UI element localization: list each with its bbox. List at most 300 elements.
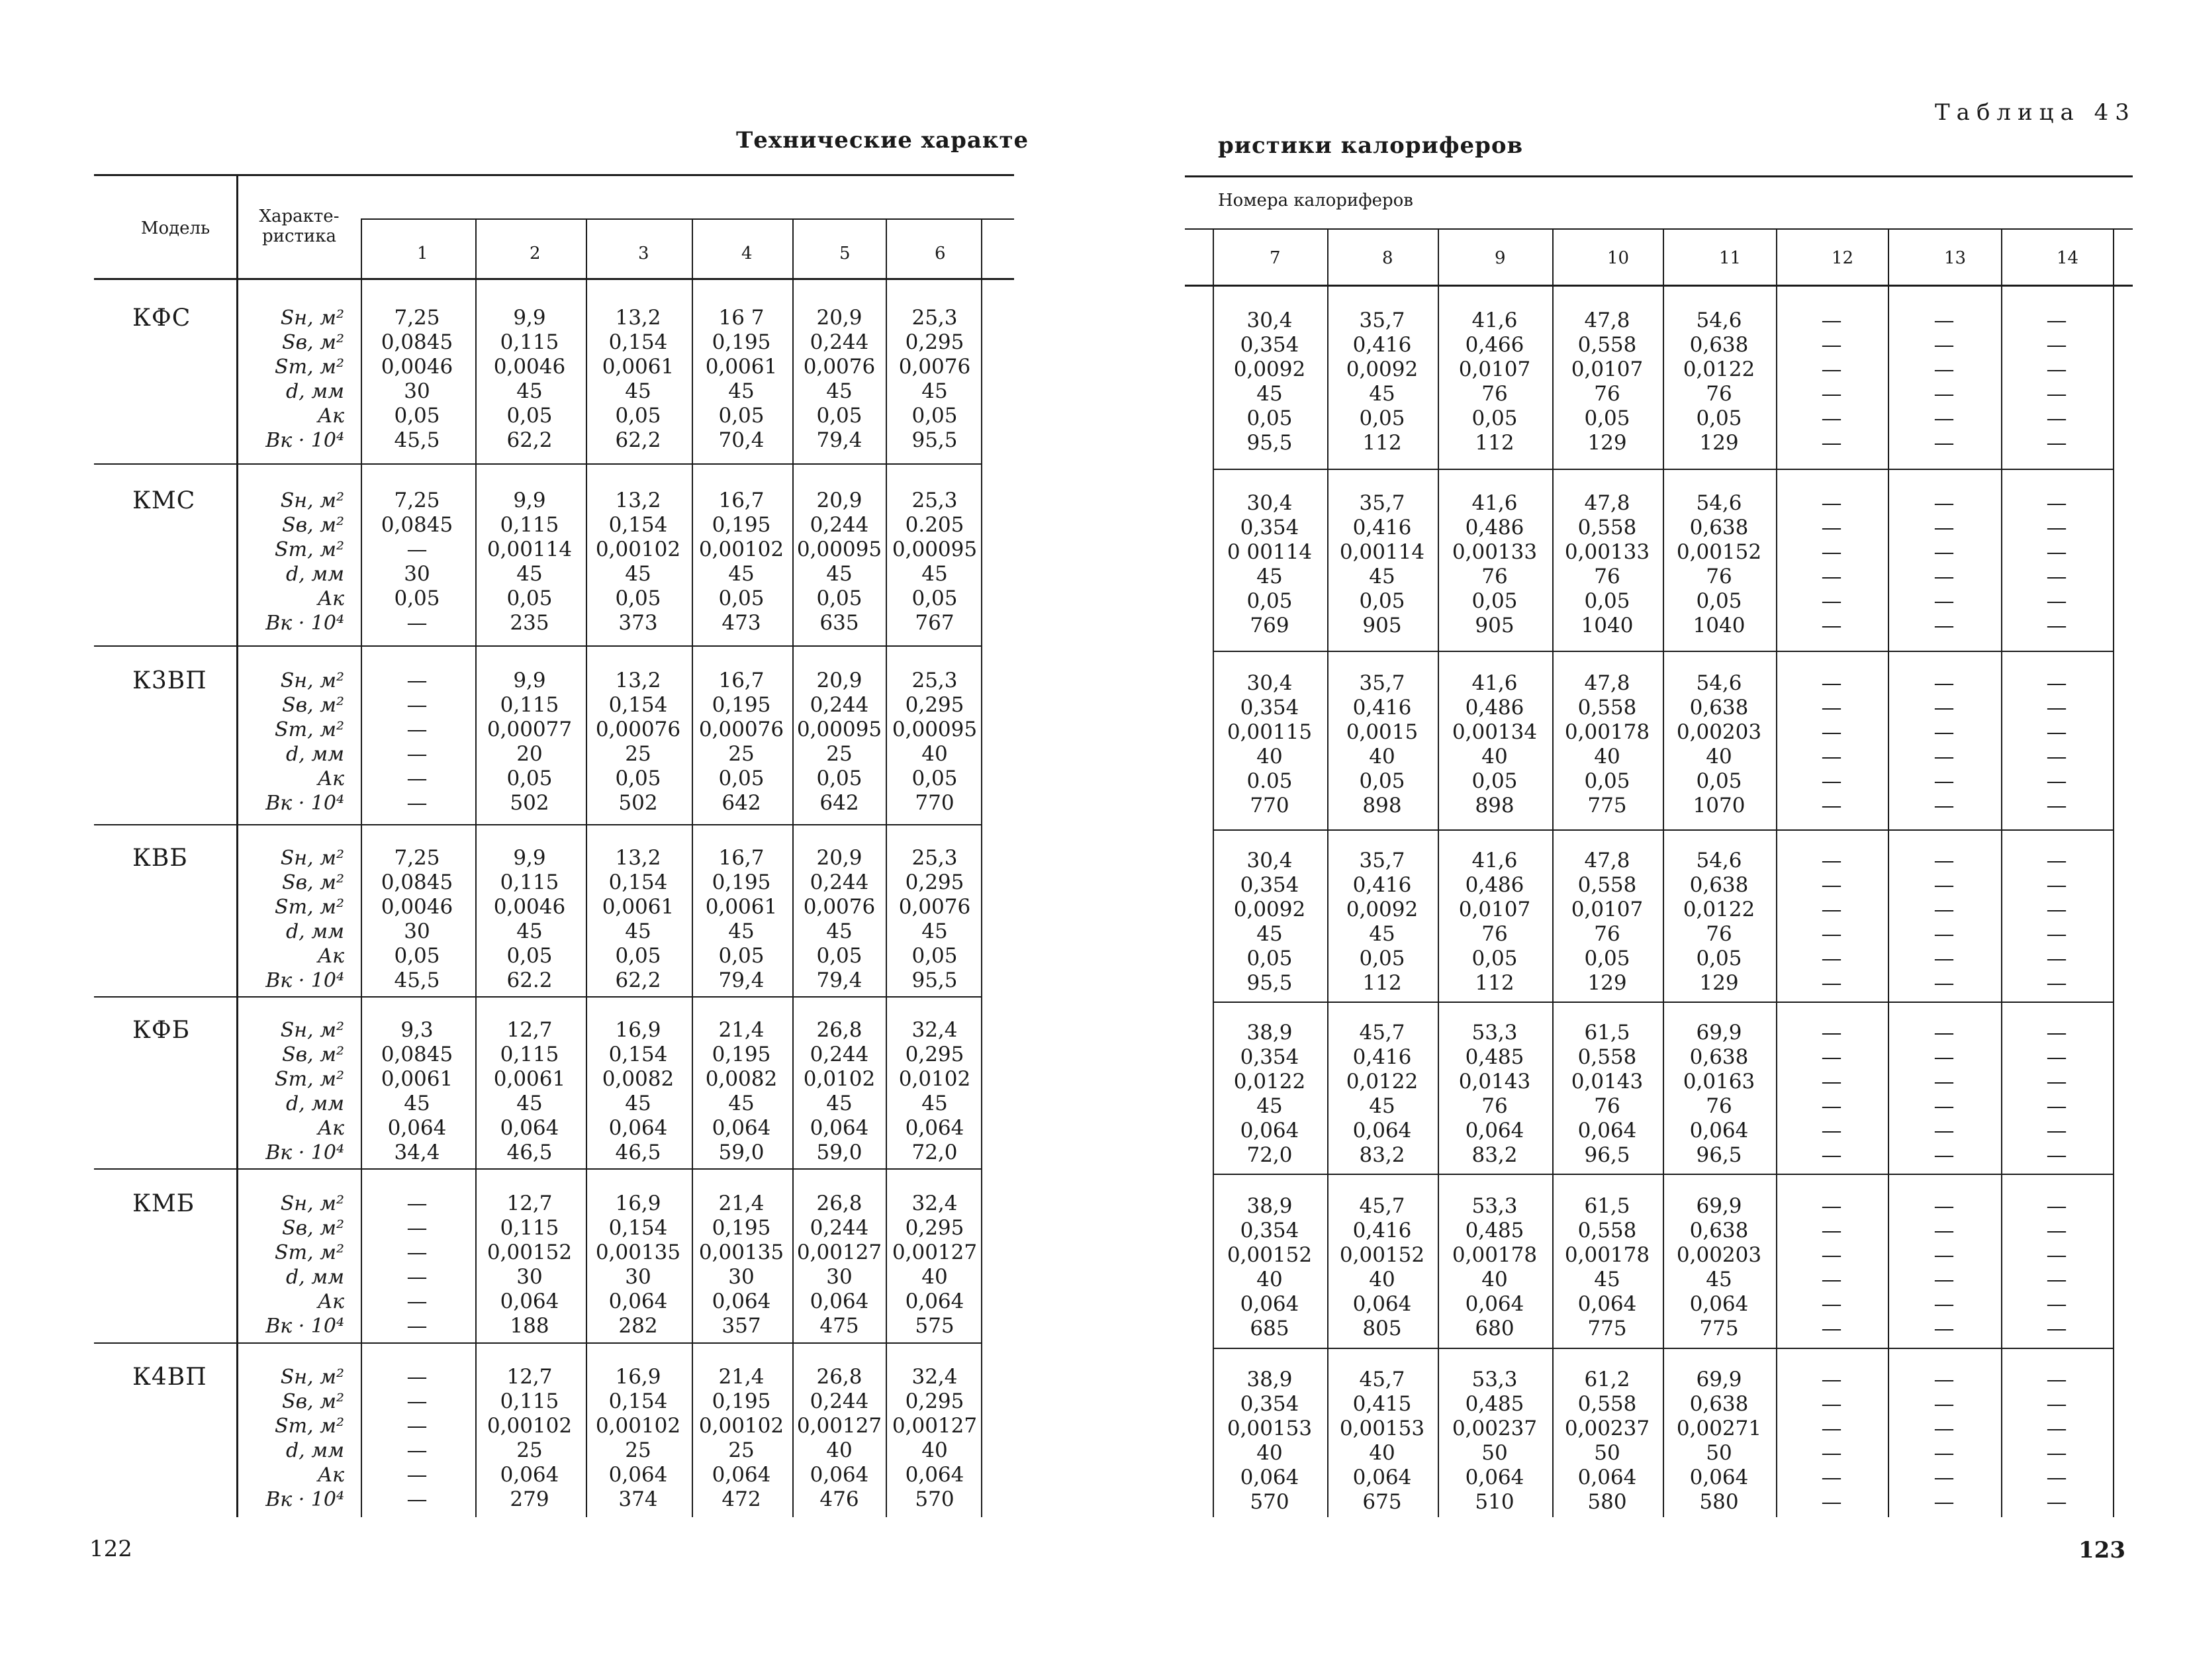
table-cell: 45: [728, 379, 755, 403]
table-cell: —: [2046, 1045, 2067, 1069]
table-cell: 580: [1699, 1490, 1739, 1514]
value-column: [1821, 308, 1852, 455]
table-cell: —: [2046, 671, 2067, 695]
value-column: [602, 1018, 710, 1165]
table-cell: 0,354: [1240, 1045, 1299, 1069]
table-cell: —: [2046, 1143, 2067, 1167]
table-cell: 0,154: [608, 1216, 668, 1240]
table-cell: 0,00152: [1339, 1243, 1425, 1267]
table-cell: —: [2046, 922, 2067, 946]
table-cell: 0,05: [1359, 769, 1405, 793]
value-column: [1571, 308, 1679, 455]
characteristic-label: d, мм: [285, 743, 344, 766]
table-cell: —: [1933, 1143, 1955, 1167]
table-cell: —: [1821, 1045, 1842, 1069]
table-cell: —: [406, 1289, 428, 1313]
table-cell: 0,00114: [1339, 540, 1425, 564]
table-cell: —: [1821, 720, 1842, 744]
table-cell: 21,4: [718, 1191, 765, 1215]
table-cell: 76: [1481, 382, 1508, 406]
table-cell: 0,064: [1352, 1292, 1412, 1316]
left-page-heading: Технические характе: [736, 127, 1029, 154]
table-cell: 0,295: [905, 1043, 964, 1066]
table-cell: 0,485: [1465, 1045, 1524, 1069]
table-cell: 45: [516, 919, 543, 943]
value-column: [892, 489, 1019, 635]
table-cell: 0,0845: [381, 870, 453, 894]
table-cell: 70,4: [718, 428, 765, 452]
table-cell: 61,2: [1584, 1368, 1630, 1391]
table-cell: 0,0061: [602, 355, 675, 379]
table-cell: 0,05: [1471, 589, 1518, 613]
value-column: [1346, 849, 1454, 996]
table-cell: 0,064: [500, 1463, 559, 1487]
table-cell: —: [1821, 1441, 1842, 1465]
table-cell: 0,05: [911, 767, 958, 790]
table-cell: 61,5: [1584, 1194, 1630, 1218]
table-cell: 96,5: [1696, 1143, 1742, 1167]
table-cell: 47,8: [1584, 491, 1630, 515]
table-cell: 95,5: [1246, 431, 1293, 455]
table-cell: 76: [1706, 1094, 1732, 1118]
block-separator: [94, 1342, 981, 1344]
table-cell: —: [406, 1216, 428, 1240]
table-cell: 45: [516, 562, 543, 586]
table-cell: —: [1821, 873, 1842, 897]
table-cell: —: [1821, 516, 1842, 539]
table-cell: 47,8: [1584, 308, 1630, 332]
table-cell: 76: [1481, 565, 1508, 588]
table-cell: 0,05: [506, 944, 553, 968]
characteristic-label: d, мм: [285, 1266, 344, 1289]
table-cell: 79,4: [816, 968, 862, 992]
table-cell: 0,064: [1240, 1292, 1299, 1316]
table-cell: 62.2: [506, 968, 553, 992]
value-column: [898, 1018, 1006, 1165]
value-column: [1933, 491, 1965, 638]
table-cell: 0,486: [1465, 516, 1524, 539]
value-column: [1571, 849, 1679, 996]
block-separator: [94, 996, 981, 998]
table-cell: 0.05: [1246, 769, 1293, 793]
table-cell: 40: [921, 1438, 948, 1462]
table-cell: 30: [728, 1265, 755, 1289]
characteristic-label: Sн, м²: [280, 669, 344, 692]
characteristic-label: Sт, м²: [275, 1415, 344, 1438]
value-column: [705, 846, 813, 993]
table-cell: 69,9: [1696, 1021, 1742, 1045]
table-cell: 0,00135: [698, 1240, 784, 1264]
value-column: [1821, 1021, 1852, 1168]
table-cell: 0,0046: [381, 895, 453, 919]
value-column: [1571, 1021, 1679, 1168]
characteristic-label: Bк · 10⁴: [265, 1315, 344, 1338]
table-cell: 25,3: [911, 489, 958, 512]
table-cell: 9,3: [400, 1018, 434, 1042]
table-cell: 0,115: [500, 1043, 559, 1066]
table-cell: 0,485: [1465, 1219, 1524, 1242]
table-cell: —: [406, 1314, 428, 1338]
table-cell: 0,05: [1246, 406, 1293, 430]
value-column: [1676, 1368, 1804, 1515]
table-cell: 0,064: [1240, 1119, 1299, 1143]
table-top-rule: [94, 174, 1014, 176]
table-cell: 38,9: [1246, 1368, 1293, 1391]
table-cell: 0,00153: [1339, 1417, 1425, 1440]
table-cell: 20,9: [816, 489, 862, 512]
table-cell: 30,4: [1246, 308, 1293, 332]
value-column: [1821, 671, 1852, 818]
table-cell: 0,638: [1689, 696, 1749, 720]
characteristic-label: Sт, м²: [275, 538, 344, 561]
table-cell: 0,485: [1465, 1392, 1524, 1416]
table-cell: 30,4: [1246, 671, 1293, 695]
table-cell: 13,2: [615, 669, 661, 692]
value-column: [1933, 1194, 1965, 1341]
table-cell: 45: [826, 379, 853, 403]
table-cell: 13,2: [615, 846, 661, 870]
table-cell: 45: [625, 379, 651, 403]
value-column: [2046, 1368, 2077, 1515]
table-cell: —: [2046, 1094, 2067, 1118]
table-cell: 0,05: [1696, 769, 1742, 793]
table-cell: 475: [819, 1314, 859, 1338]
table-cell: 35,7: [1359, 849, 1405, 872]
table-cell: —: [1821, 1466, 1842, 1489]
table-cell: 0,354: [1240, 333, 1299, 357]
table-cell: 0,00102: [595, 537, 681, 561]
value-column: [493, 846, 601, 993]
table-cell: 0,00102: [595, 1414, 681, 1438]
characteristic-label: Bк · 10⁴: [265, 1141, 344, 1164]
table-cell: 0,00152: [1227, 1243, 1313, 1267]
table-cell: —: [1933, 1119, 1955, 1143]
table-cell: 0,195: [712, 1043, 771, 1066]
table-cell: 0,486: [1465, 873, 1524, 897]
table-cell: 12,7: [506, 1191, 553, 1215]
table-cell: 0,638: [1689, 1219, 1749, 1242]
table-cell: —: [1933, 720, 1955, 744]
table-cell: 0,05: [816, 944, 862, 968]
table-cell: 0,00076: [595, 718, 681, 741]
table-cell: 45: [921, 562, 948, 586]
table-cell: —: [1933, 1441, 1955, 1465]
table-cell: 0,558: [1577, 1219, 1637, 1242]
characteristic-label: Bк · 10⁴: [265, 612, 344, 635]
value-column: [1933, 849, 1965, 996]
table-cell: —: [2046, 516, 2067, 539]
table-cell: —: [1933, 1243, 1955, 1267]
characteristic-label: Sн, м²: [280, 306, 344, 330]
table-cell: 25: [826, 742, 853, 766]
table-cell: 0,416: [1352, 516, 1412, 539]
table-cell: —: [1933, 491, 1955, 515]
table-cell: —: [1933, 431, 1955, 455]
table-cell: 0,0046: [493, 895, 566, 919]
table-cell: 45: [1369, 1094, 1395, 1118]
table-cell: 0,195: [712, 1216, 771, 1240]
table-cell: 96,5: [1584, 1143, 1630, 1167]
table-cell: —: [1821, 1021, 1842, 1045]
table-cell: —: [1933, 516, 1955, 539]
table-cell: 0,195: [712, 330, 771, 354]
table-cell: 0,154: [608, 1389, 668, 1413]
table-cell: 45: [826, 562, 853, 586]
model-name: КФС: [132, 304, 191, 332]
table-cell: 0,05: [1584, 589, 1630, 613]
characteristic-label: Sв, м²: [282, 694, 344, 717]
characteristic-label: Bк · 10⁴: [265, 969, 344, 992]
characteristic-list: [245, 1018, 344, 1165]
table-cell: —: [1821, 1194, 1842, 1218]
table-cell: 45: [826, 919, 853, 943]
table-cell: 0,05: [506, 586, 553, 610]
table-cell: 0,05: [506, 767, 553, 790]
table-cell: 95,5: [1246, 971, 1293, 995]
table-cell: 0,00203: [1676, 720, 1762, 744]
table-cell: 45: [1256, 1094, 1283, 1118]
table-cell: —: [1821, 1392, 1842, 1416]
table-cell: —: [2046, 720, 2067, 744]
table-cell: —: [1821, 540, 1842, 564]
table-cell: 62,2: [615, 968, 661, 992]
characteristic-label: Aк: [318, 945, 344, 968]
table-cell: 26,8: [816, 1018, 862, 1042]
table-cell: —: [1821, 1417, 1842, 1440]
table-cell: 69,9: [1696, 1368, 1742, 1391]
value-column: [602, 306, 710, 453]
right-page-heading: ристики калориферов: [1218, 132, 1524, 159]
table-cell: 0,0107: [1571, 357, 1644, 381]
table-cell: 0,00178: [1564, 720, 1650, 744]
table-cell: —: [406, 669, 428, 692]
characteristic-list: [245, 1365, 344, 1512]
characteristic-label: Sн, м²: [280, 1192, 344, 1215]
table-cell: —: [2046, 1466, 2067, 1489]
characteristic-label: d, мм: [285, 380, 344, 403]
table-cell: 0,00127: [892, 1240, 978, 1264]
table-cell: —: [2046, 696, 2067, 720]
table-cell: 0,05: [1246, 947, 1293, 970]
table-cell: —: [2046, 745, 2067, 769]
table-cell: 54,6: [1696, 491, 1742, 515]
characteristic-label: d, мм: [285, 1439, 344, 1462]
table-cell: 0,05: [911, 404, 958, 428]
table-cell: 0,064: [712, 1116, 771, 1140]
table-cell: 0,0061: [705, 895, 778, 919]
table-cell: 112: [1475, 431, 1514, 455]
block-separator: [94, 645, 981, 647]
table-cell: 0,05: [1696, 589, 1742, 613]
table-cell: 0,354: [1240, 1392, 1299, 1416]
table-cell: 45: [728, 562, 755, 586]
table-cell: 9,9: [513, 669, 546, 692]
table-cell: —: [2046, 357, 2067, 381]
table-cell: 510: [1475, 1490, 1514, 1514]
table-cell: 0,416: [1352, 696, 1412, 720]
table-cell: 129: [1699, 431, 1739, 455]
table-cell: 0,064: [1465, 1466, 1524, 1489]
block-separator: [1213, 1002, 2113, 1003]
table-cell: 9,9: [513, 489, 546, 512]
table-cell: 61,5: [1584, 1021, 1630, 1045]
value-column: [493, 1018, 601, 1165]
table-cell: 0,0076: [803, 895, 876, 919]
table-cell: 83,2: [1471, 1143, 1518, 1167]
characteristic-label: Sн, м²: [280, 847, 344, 870]
table-cell: 1040: [1693, 614, 1746, 637]
table-cell: 16,7: [718, 846, 765, 870]
table-cell: 0,00135: [595, 1240, 681, 1264]
table-cell: 0,00178: [1452, 1243, 1538, 1267]
characteristic-label: Aк: [318, 587, 344, 610]
table-cell: 0,064: [712, 1289, 771, 1313]
table-cell: 45: [404, 1092, 430, 1115]
table-cell: 0,00114: [487, 537, 573, 561]
value-column: [1683, 308, 1791, 455]
value-column: [1821, 849, 1852, 996]
table-cell: 40: [1706, 745, 1732, 769]
table-cell: 41,6: [1471, 491, 1518, 515]
table-cell: 0,05: [1359, 589, 1405, 613]
value-column: [705, 306, 813, 453]
table-cell: 1040: [1581, 614, 1634, 637]
table-cell: —: [1821, 431, 1842, 455]
column-divider: [1888, 228, 1889, 1517]
table-cell: 0,05: [816, 404, 862, 428]
table-cell: 0,00115: [1227, 720, 1313, 744]
table-cell: 0,416: [1352, 873, 1412, 897]
table-cell: —: [2046, 1070, 2067, 1094]
table-cell: —: [1933, 382, 1955, 406]
table-cell: 0,154: [608, 330, 668, 354]
table-cell: 0,00178: [1564, 1243, 1650, 1267]
table-cell: —: [1933, 873, 1955, 897]
table-cell: 79,4: [816, 428, 862, 452]
table-cell: 45: [625, 562, 651, 586]
table-cell: 40: [1369, 1268, 1395, 1291]
block-separator: [1213, 1348, 2113, 1349]
table-cell: —: [2046, 1417, 2067, 1440]
value-column: [1933, 671, 1965, 818]
characteristic-label: Sв, м²: [282, 331, 344, 354]
table-cell: 30,4: [1246, 849, 1293, 872]
table-cell: 45: [516, 1092, 543, 1115]
table-cell: 680: [1475, 1317, 1514, 1340]
table-cell: —: [1933, 769, 1955, 793]
table-cell: —: [406, 537, 428, 561]
table-cell: 0,466: [1465, 333, 1524, 357]
table-cell: 0,00127: [796, 1414, 882, 1438]
table-cell: 0,638: [1689, 516, 1749, 539]
table-cell: 0,0076: [898, 895, 971, 919]
table-cell: 0,05: [1584, 947, 1630, 970]
table-cell: —: [406, 611, 428, 635]
table-cell: 0,05: [1359, 947, 1405, 970]
value-column: [2046, 308, 2077, 455]
table-cell: —: [1821, 849, 1842, 872]
table-cell: 45: [1256, 565, 1283, 588]
table-cell: 472: [722, 1487, 761, 1511]
table-cell: —: [1933, 1219, 1955, 1242]
model-name: К4ВП: [132, 1364, 207, 1391]
table-cell: 40: [1256, 745, 1283, 769]
table-cell: 7,25: [394, 306, 440, 330]
table-cell: 0,064: [1689, 1119, 1749, 1143]
value-column: [2046, 671, 2077, 818]
table-cell: 0,0102: [803, 1067, 876, 1091]
table-cell: —: [1933, 745, 1955, 769]
table-cell: 769: [1250, 614, 1289, 637]
value-column: [1676, 1194, 1804, 1341]
table-cell: 7,25: [394, 489, 440, 512]
table-cell: 0,0845: [381, 513, 453, 537]
table-cell: —: [1933, 696, 1955, 720]
table-cell: —: [1821, 1143, 1842, 1167]
value-column: [898, 846, 1006, 993]
table-cell: 30: [404, 919, 430, 943]
table-cell: 685: [1250, 1317, 1289, 1340]
table-cell: 0,064: [608, 1463, 668, 1487]
table-cell: —: [406, 742, 428, 766]
model-name: КВБ: [132, 845, 188, 872]
table-cell: 0,064: [608, 1289, 668, 1313]
characteristic-list: [245, 669, 344, 816]
table-cell: 357: [722, 1314, 761, 1338]
table-cell: 0,00102: [487, 1414, 573, 1438]
table-cell: 775: [1587, 794, 1627, 817]
table-cell: —: [1821, 1094, 1842, 1118]
characteristic-label: Aк: [318, 404, 344, 428]
table-cell: 0,05: [615, 404, 661, 428]
table-cell: —: [406, 718, 428, 741]
value-column: [1821, 491, 1852, 638]
table-cell: —: [2046, 769, 2067, 793]
table-cell: —: [2046, 849, 2067, 872]
table-cell: 0,00152: [487, 1240, 573, 1264]
table-cell: 0,05: [394, 404, 440, 428]
table-cell: 76: [1481, 922, 1508, 946]
table-cell: 0,195: [712, 870, 771, 894]
table-cell: 45: [1256, 382, 1283, 406]
table-cell: 0,05: [1584, 769, 1630, 793]
table-cell: 0,064: [500, 1289, 559, 1313]
table-cell: 635: [819, 611, 859, 635]
left-page-number: 122: [89, 1536, 132, 1562]
value-column: [705, 1018, 813, 1165]
table-cell: 0,115: [500, 870, 559, 894]
table-cell: 0,0122: [1683, 357, 1755, 381]
table-cell: 0,486: [1465, 696, 1524, 720]
table-cell: 0,05: [615, 586, 661, 610]
table-cell: —: [2046, 1317, 2067, 1340]
table-cell: 0,0046: [381, 355, 453, 379]
table-cell: —: [1933, 898, 1955, 921]
table-cell: 53,3: [1471, 1021, 1518, 1045]
table-cell: 40: [826, 1438, 853, 1462]
characteristic-label: d, мм: [285, 920, 344, 943]
table-cell: 0,0046: [493, 355, 566, 379]
table-cell: 0,0076: [803, 355, 876, 379]
characteristic-label: Aк: [318, 767, 344, 790]
table-cell: 0,416: [1352, 1219, 1412, 1242]
table-cell: 129: [1587, 971, 1627, 995]
table-cell: 0,558: [1577, 516, 1637, 539]
table-cell: 45: [826, 1092, 853, 1115]
table-cell: 25: [625, 1438, 651, 1462]
table-cell: 20,9: [816, 306, 862, 330]
table-cell: 0,244: [810, 1216, 869, 1240]
